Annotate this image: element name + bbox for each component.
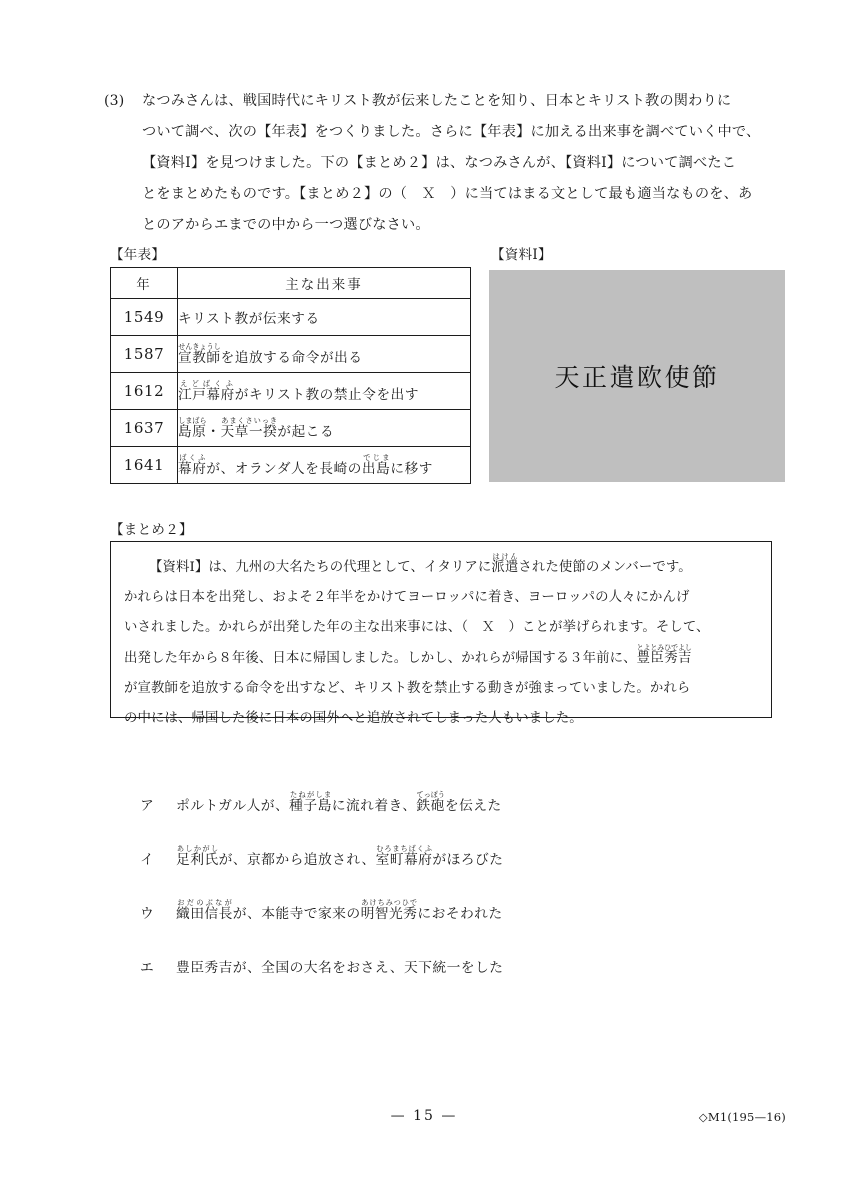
- option-u-text: 織田信長おだのぶながが、本能寺で家来の明智光秀あけちみつひでにおそわれた: [176, 898, 503, 922]
- option-e-text: 豊臣秀吉が、全国の大名をおさえ、天下統一をした: [176, 960, 504, 976]
- question-line-5: [104, 210, 772, 241]
- nenpyo-caption: 【年表】: [110, 247, 166, 263]
- matome-caption: 【まとめ２】: [110, 522, 193, 538]
- option-i[interactable]: [140, 814, 760, 868]
- column-header-year: 年: [111, 268, 178, 299]
- question-text-line-3: 【資料Ⅰ】を見つけました。下の【まとめ２】は、なつみさんが、【資料Ⅰ】について調べたこ: [142, 155, 737, 171]
- option-e[interactable]: [140, 922, 760, 976]
- shiryo-image-label: 天正遣欧使節: [554, 363, 720, 392]
- shiryo-caption: 【資料Ⅰ】: [491, 247, 552, 263]
- cell-event: 島原しまばら・天草一揆あまくさいっきが起こる: [178, 410, 471, 447]
- cell-event: 江戸幕府えどばくふがキリスト教の禁止令を出す: [178, 373, 471, 410]
- cell-year: 1641: [111, 447, 178, 484]
- option-a[interactable]: [140, 760, 760, 814]
- cell-event: キリスト教が伝来する: [178, 299, 471, 336]
- matome-line-4: 出発した年から８年後、日本に帰国しました。しかし、かれらが帰国する３年前に、豊臣秀吉とよとみひでよし: [124, 643, 692, 666]
- table-header-row: [111, 268, 471, 299]
- matome-box: [110, 541, 772, 726]
- answer-options: [140, 760, 760, 976]
- question-line-1: [104, 86, 772, 117]
- column-header-event: 主な出来事: [178, 268, 471, 299]
- cell-year: 1637: [111, 410, 178, 447]
- option-a-mark: ア: [140, 798, 155, 814]
- matome-line-5: が宣教師を追放する命令を出すなど、キリスト教を禁止する動きが強まっていました。かれら: [124, 681, 691, 696]
- matome-line-2: かれらは日本を出発し、およそ２年半をかけてヨーロッパに着き、ヨーロッパの人々にかんげ: [124, 590, 690, 605]
- table-row: [111, 336, 471, 373]
- cell-year: 1612: [111, 373, 178, 410]
- matome-line-6: の中には、帰国した後に日本の国外へと追放されてしまった人もいました。: [124, 711, 583, 726]
- cell-event: 幕府ばくふが、オランダ人を長崎の出島でじまに移す: [178, 447, 471, 484]
- question-line-2: [104, 117, 772, 148]
- cell-year: 1587: [111, 336, 178, 373]
- nenpyo-table: [110, 267, 471, 484]
- question-line-4: [104, 179, 772, 210]
- question-line-3: [104, 148, 772, 179]
- option-i-text: 足利氏あしかがしが、京都から追放され、室町幕府むろまちばくふがほろびた: [176, 844, 504, 868]
- matome-line-3: いされました。かれらが出発した年の主な出来事には、（ Ｘ ）ことが挙げられます。そして、: [124, 620, 710, 635]
- option-u[interactable]: [140, 868, 760, 922]
- nenpyo-table-wrapper: [110, 267, 470, 484]
- question-block: [104, 86, 772, 241]
- cell-event: 宣教師せんきょうしを追放する命令が出る: [178, 336, 471, 373]
- option-u-mark: ウ: [140, 906, 155, 922]
- question-text-line-1: なつみさんは、戦国時代にキリスト教が伝来したことを知り、日本とキリスト教の関わりに: [142, 93, 732, 109]
- table-row: [111, 447, 471, 484]
- page-number: — 15 —: [390, 1108, 458, 1124]
- table-row: [111, 299, 471, 336]
- matome-line-1: 【資料Ⅰ】は、九州の大名たちの代理として、イタリアに派遣はけんされた使節のメンバーです。: [149, 552, 692, 575]
- shiryo-image-placeholder: [489, 270, 785, 482]
- question-text-line-4: とをまとめたものです。【まとめ２】の（ Ｘ ）に当てはまる文として最も適当なものを、あ: [142, 186, 753, 202]
- table-row: [111, 410, 471, 447]
- table-row: [111, 373, 471, 410]
- option-e-mark: エ: [140, 960, 155, 976]
- question-text-line-5: とのアからエまでの中から一つ選びなさい。: [142, 217, 430, 233]
- option-a-text: ポルトガル人が、種子島たねがしまに流れ着き、鉄砲てっぽうを伝えた: [176, 790, 502, 814]
- option-i-mark: イ: [140, 852, 155, 868]
- question-number: (3): [104, 93, 125, 109]
- question-text-line-2: ついて調べ、次の【年表】をつくりました。さらに【年表】に加える出来事を調べていく中で、: [142, 124, 761, 140]
- cell-year: 1549: [111, 299, 178, 336]
- document-code: ◇M1(195—16): [698, 1110, 786, 1124]
